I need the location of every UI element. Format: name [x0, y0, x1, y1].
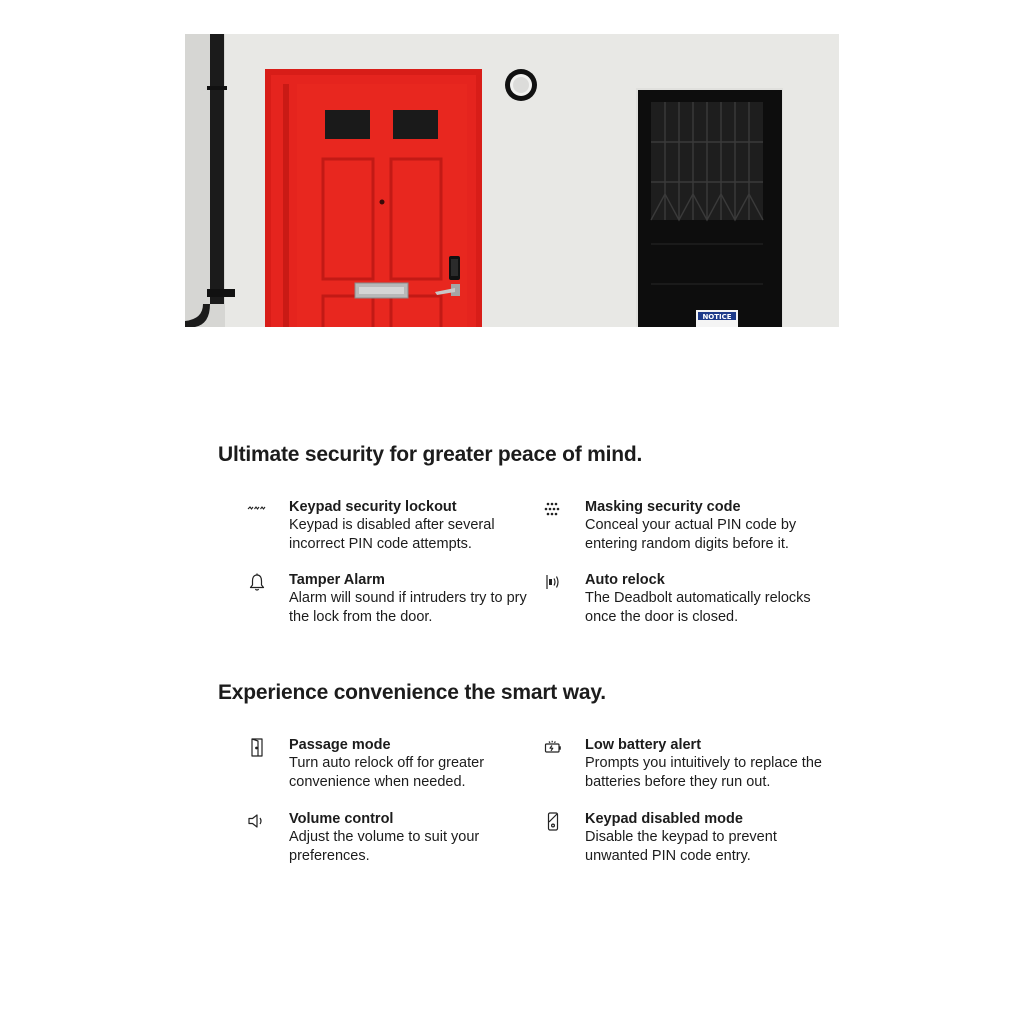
security-section-title: Ultimate security for greater peace of mind.	[218, 443, 643, 466]
keypad-disabled-icon	[543, 811, 563, 831]
bell-icon	[247, 572, 267, 592]
feature-tamper-alarm	[289, 571, 529, 626]
feature-description: Prompts you intuitively to replace the batteries before they run out.	[585, 755, 822, 790]
feature-title: Keypad disabled mode	[585, 811, 743, 827]
feature-description: Alarm will sound if intruders try to pry the lock from the door.	[289, 590, 527, 625]
feature-volume-control	[289, 810, 529, 865]
speaker-icon	[247, 811, 267, 831]
feature-title: Volume control	[289, 811, 394, 827]
masking-code-icon	[543, 499, 563, 519]
feature-description: Turn auto relock off for greater convenience when needed.	[289, 755, 485, 790]
auto-relock-icon	[543, 572, 563, 592]
feature-title: Tamper Alarm	[289, 572, 385, 588]
black-gated-door	[636, 88, 783, 327]
feature-keypad-security-lockout	[289, 498, 529, 553]
feature-description: Disable the keypad to prevent unwanted PIN code entry.	[585, 829, 777, 864]
feature-description: The Deadbolt automatically relocks once the door is closed.	[585, 590, 811, 625]
feature-title: Masking security code	[585, 499, 741, 515]
feature-description: Conceal your actual PIN code by entering random digits before it.	[585, 517, 797, 552]
drainpipe	[210, 34, 224, 304]
notice-sign: NOTICE	[702, 313, 732, 321]
feature-auto-relock	[585, 571, 825, 626]
convenience-section-title: Experience convenience the smart way.	[218, 681, 606, 704]
feature-passage-mode	[289, 736, 529, 791]
hero-image	[185, 34, 839, 327]
feature-title: Keypad security lockout	[289, 499, 457, 515]
feature-keypad-disabled-mode	[585, 810, 825, 865]
storefront-illustration	[185, 34, 839, 327]
keypad-lockout-icon	[247, 499, 267, 519]
feature-title: Auto relock	[585, 572, 665, 588]
battery-icon	[543, 737, 563, 757]
red-door	[265, 69, 482, 327]
feature-masking-security-code	[585, 498, 825, 553]
feature-low-battery-alert	[585, 736, 825, 791]
feature-title: Passage mode	[289, 737, 391, 753]
feature-title: Low battery alert	[585, 737, 702, 753]
feature-description: Adjust the volume to suit your preferences.	[289, 829, 480, 864]
door-icon	[247, 737, 267, 757]
feature-description: Keypad is disabled after several incorrect PIN code attempts.	[289, 517, 495, 552]
